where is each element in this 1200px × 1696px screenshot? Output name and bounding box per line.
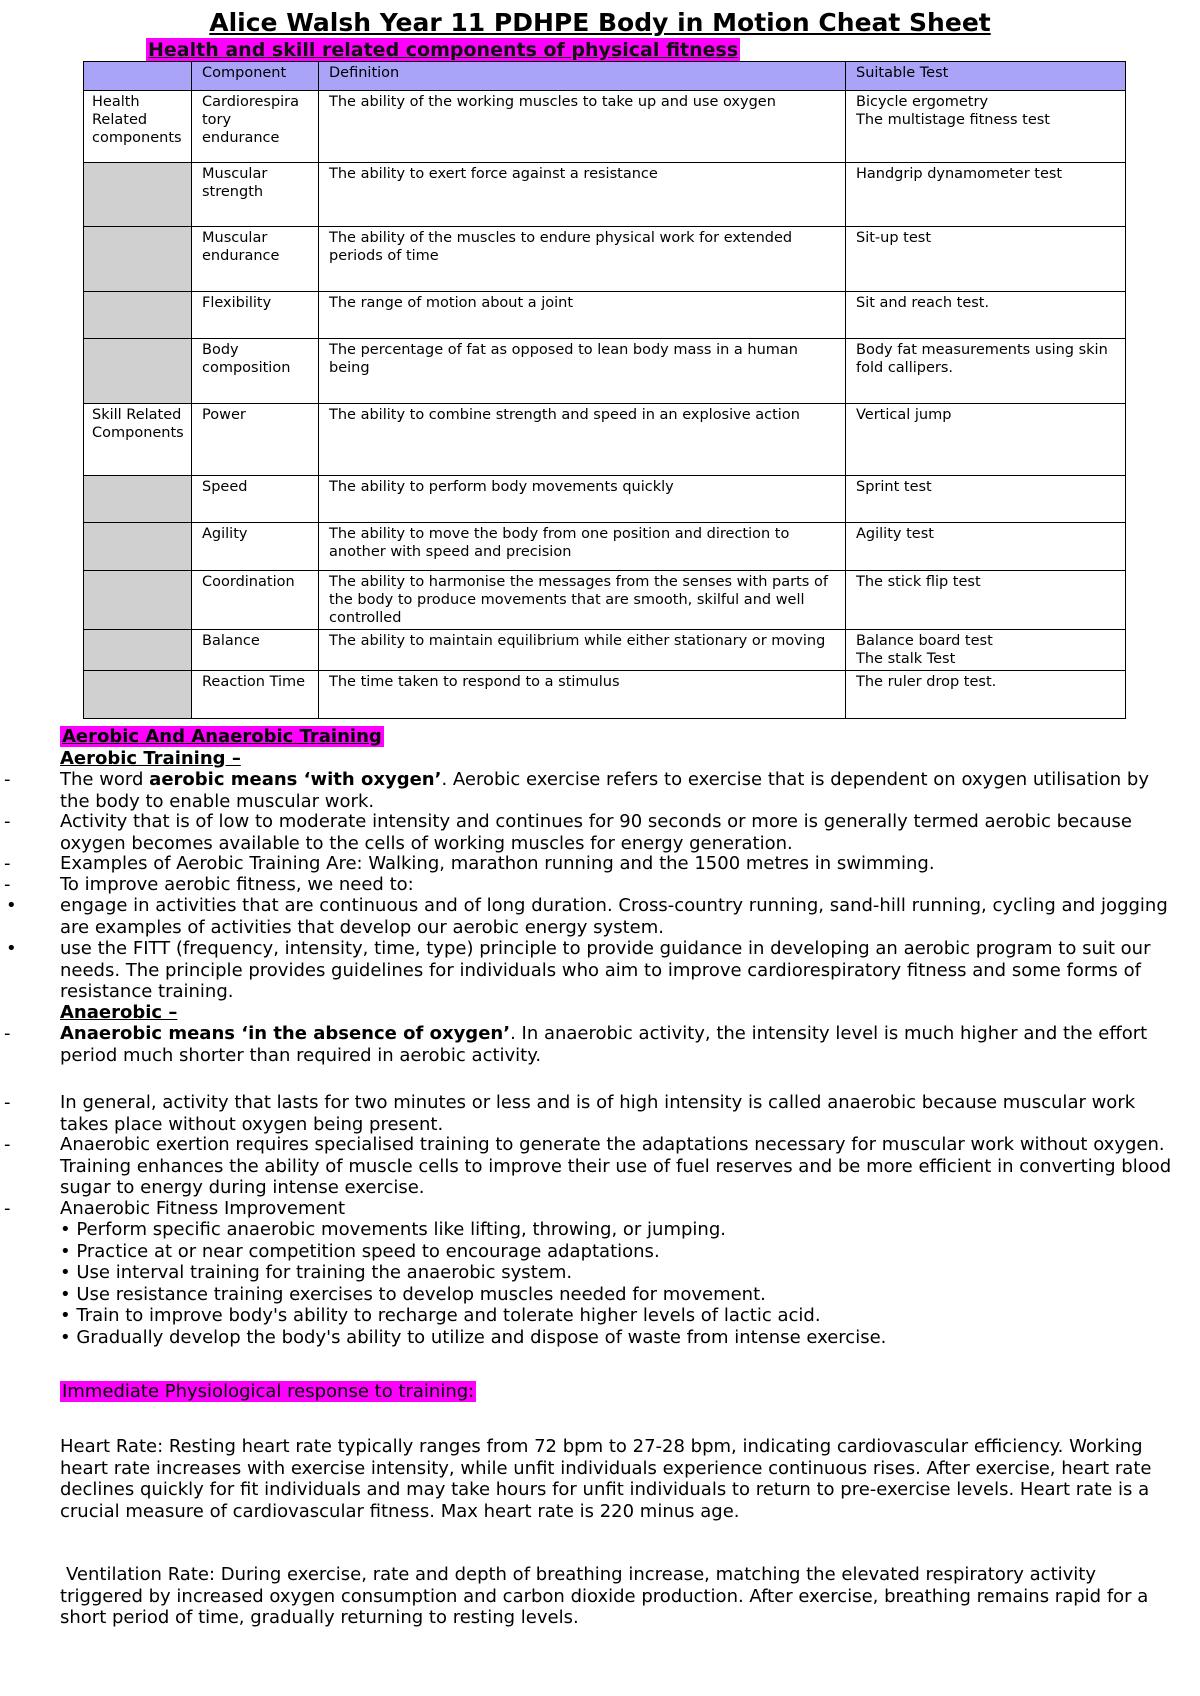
ventilation-rate-paragraph: Ventilation Rate: During exercise, rate and depth of breathing increase, matching the elevated respiratory activity triggered by increased oxygen consumption and carbon dioxide production. After exercise, breathing remains rapid for a short period of time, gradually returning to resting levels. [60, 1564, 1149, 1628]
component-cell: Muscular endurance [192, 227, 319, 292]
component-cell: Muscular strength [192, 163, 319, 227]
test-cell: Sprint test [846, 476, 1126, 523]
health-related-label: Health Related components [84, 91, 192, 163]
skill-related-label: Skill Related Components [84, 404, 192, 476]
table-row [84, 292, 1126, 339]
anaerobic-exertion-text: Anaerobic exertion requires specialised training to generate the adaptations necessary for muscular work without oxygen. Training enhances the ability of muscle cells to improve their use of fuel reserves and be more efficient in converting blood sugar to energy during intense exercise. [60, 1134, 1172, 1198]
table-row [84, 571, 1126, 630]
list-item [4, 1092, 1175, 1135]
list-item: • Use interval training for training the anaerobic system. [60, 1262, 573, 1283]
list-item [6, 938, 1175, 1003]
test-cell: The ruler drop test. [846, 671, 1126, 719]
component-cell: Agility [192, 523, 319, 571]
definition-cell: The ability to move the body from one position and direction to another with speed and precision [319, 523, 846, 571]
aerobic-subheading-block [60, 748, 1175, 770]
bullet-marker: • [6, 895, 17, 916]
definition-cell: The range of motion about a joint [319, 292, 846, 339]
test-cell: Body fat measurements using skin fold callipers. [846, 339, 1126, 404]
category-cell [84, 523, 192, 571]
physiological-response-heading: Immediate Physiological response to training: [62, 1381, 475, 1402]
dash-marker: - [4, 1092, 11, 1113]
table-header-category [84, 62, 192, 91]
test-cell: The stick flip test [846, 571, 1126, 630]
test-cell: Sit-up test [846, 227, 1126, 292]
anaerobic-definition-bold: Anaerobic means ‘in the absence of oxygen’ [60, 1023, 511, 1044]
list-item [4, 769, 1175, 812]
table-row [84, 630, 1126, 671]
category-cell [84, 292, 192, 339]
test-cell: Bicycle ergometry The multistage fitness test [846, 91, 1126, 163]
category-cell [84, 227, 192, 292]
definition-cell: The ability to exert force against a resistance [319, 163, 846, 227]
table-row [84, 91, 1126, 163]
anaerobic-duration-text: In general, activity that lasts for two minutes or less and is of high intensity is called anaerobic because muscular work takes place without oxygen being present. [60, 1092, 1136, 1135]
table-row [84, 339, 1126, 404]
category-cell [84, 339, 192, 404]
aerobic-activity-text: Activity that is of low to moderate intensity and continues for 90 seconds or more is generally termed aerobic because oxygen becomes available to the cells of working muscles for energy generation. [60, 811, 1132, 854]
definition-cell: The ability of the working muscles to take up and use oxygen [319, 91, 846, 163]
dash-marker: - [4, 853, 11, 874]
dash-marker: - [4, 1134, 11, 1155]
aerobic-anaerobic-heading-block [60, 726, 1175, 748]
anaerobic-subheading-block [60, 1002, 1175, 1024]
definition-cell: The percentage of fat as opposed to lean body mass in a human being [319, 339, 846, 404]
aerobic-definition-text: . Aerobic exercise refers to exercise that is dependent on oxygen utilisation by the body to enable muscular work. [60, 769, 1149, 812]
definition-cell: The ability of the muscles to endure physical work for extended periods of time [319, 227, 846, 292]
heart-rate-paragraph: Heart Rate: Resting heart rate typically ranges from 72 bpm to 27-28 bpm, indicating cardiovascular efficiency. Working heart rate increases with exercise intensity, while unfit individuals experience continuous rises. After exercise, heart rate declines quickly for fit individuals and may take hours for unfit individuals to return to pre-exercise levels. Heart rate is a crucial measure of cardiovascular fitness. Max heart rate is 220 minus age. [60, 1436, 1152, 1522]
aerobic-definition-bold: aerobic means ‘with oxygen’ [149, 769, 442, 790]
table-row [84, 476, 1126, 523]
test-cell: Sit and reach test. [846, 292, 1126, 339]
list-item [4, 1198, 1175, 1220]
anaerobic-improvement-list [60, 1219, 1175, 1348]
list-item [4, 1023, 1175, 1066]
definition-cell: The ability to harmonise the messages from the senses with parts of the body to produce movements that are smooth, skilful and well controlled [319, 571, 846, 630]
category-cell [84, 571, 192, 630]
definition-cell: The time taken to respond to a stimulus [319, 671, 846, 719]
component-cell: Power [192, 404, 319, 476]
aerobic-bullet-continuous: engage in activities that are continuous and of long duration. Cross-country running, sand-hill running, cycling and jogging are examples of activities that develop our aerobic energy system. [60, 895, 1168, 938]
aerobic-anaerobic-heading: Aerobic And Anaerobic Training [62, 726, 382, 747]
list-item: • Practice at or near competition speed to encourage adaptations. [60, 1240, 660, 1262]
test-cell: Handgrip dynamometer test [846, 163, 1126, 227]
aerobic-bullet-fitt: use the FITT (frequency, intensity, time, type) principle to provide guidance in developing an aerobic program to suit our needs. The principle provides guidelines for individuals who aim to improve cardiorespiratory fitness and some forms of resistance training. [60, 938, 1151, 1002]
component-cell: Reaction Time [192, 671, 319, 719]
list-item [4, 853, 1175, 875]
table-row [84, 523, 1126, 571]
category-cell [84, 476, 192, 523]
list-item [4, 1134, 1175, 1199]
list-item: • Perform specific anaerobic movements like lifting, throwing, or jumping. [60, 1219, 726, 1240]
aerobic-improve-text: To improve aerobic fitness, we need to: [60, 874, 414, 895]
table-row [84, 227, 1126, 292]
fitness-components-table [83, 61, 1126, 719]
table-header-component: Component [192, 62, 319, 91]
dash-marker: - [4, 874, 11, 895]
list-item: • Train to improve body's ability to recharge and tolerate higher levels of lactic acid. [60, 1305, 821, 1326]
list-item [4, 874, 1175, 896]
dash-marker: - [4, 769, 11, 790]
table-row [84, 404, 1126, 476]
table-row [84, 671, 1126, 719]
category-cell [84, 163, 192, 227]
page-title: Alice Walsh Year 11 PDHPE Body in Motion Cheat Sheet [209, 8, 991, 37]
test-cell: Agility test [846, 523, 1126, 571]
component-cell: Coordination [192, 571, 319, 630]
fitness-components-heading: Health and skill related components of physical fitness [148, 39, 739, 61]
dash-marker: - [4, 811, 11, 832]
table-header-row [84, 62, 1126, 91]
aerobic-examples-text: Examples of Aerobic Training Are: Walking, marathon running and the 1500 metres in swimming. [60, 853, 935, 874]
definition-cell: The ability to combine strength and speed in an explosive action [319, 404, 846, 476]
table-header-definition: Definition [319, 62, 846, 91]
component-cell: Balance [192, 630, 319, 671]
category-cell [84, 630, 192, 671]
category-cell [84, 671, 192, 719]
definition-cell: The ability to maintain equilibrium while either stationary or moving [319, 630, 846, 671]
list-item: • Use resistance training exercises to develop muscles needed for movement. [60, 1283, 766, 1305]
component-cell: Cardiorespira tory endurance [192, 91, 319, 163]
physio-heading-block [60, 1381, 1175, 1403]
dash-marker: - [4, 1023, 11, 1044]
anaerobic-subheading: Anaerobic – [60, 1002, 178, 1023]
table-row [84, 163, 1126, 227]
component-cell: Flexibility [192, 292, 319, 339]
list-item [4, 811, 1175, 854]
anaerobic-definition-text: . In anaerobic activity, the intensity level is much higher and the effort period much shorter than required in aerobic activity. [60, 1023, 1148, 1066]
test-cell: Vertical jump [846, 404, 1126, 476]
aerobic-training-subheading: Aerobic Training – [60, 748, 241, 769]
definition-cell: The ability to perform body movements quickly [319, 476, 846, 523]
dash-marker: - [4, 1198, 11, 1219]
list-item [6, 895, 1175, 938]
component-cell: Body composition [192, 339, 319, 404]
bullet-marker: • [6, 938, 17, 959]
component-cell: Speed [192, 476, 319, 523]
table-header-test: Suitable Test [846, 62, 1126, 91]
list-item: • Gradually develop the body's ability to utilize and dispose of waste from intense exercise. [60, 1326, 887, 1348]
anaerobic-improvement-title: Anaerobic Fitness Improvement [60, 1198, 346, 1219]
aerobic-definition-prefix: The word [60, 769, 150, 790]
test-cell: Balance board test The stalk Test [846, 630, 1126, 671]
